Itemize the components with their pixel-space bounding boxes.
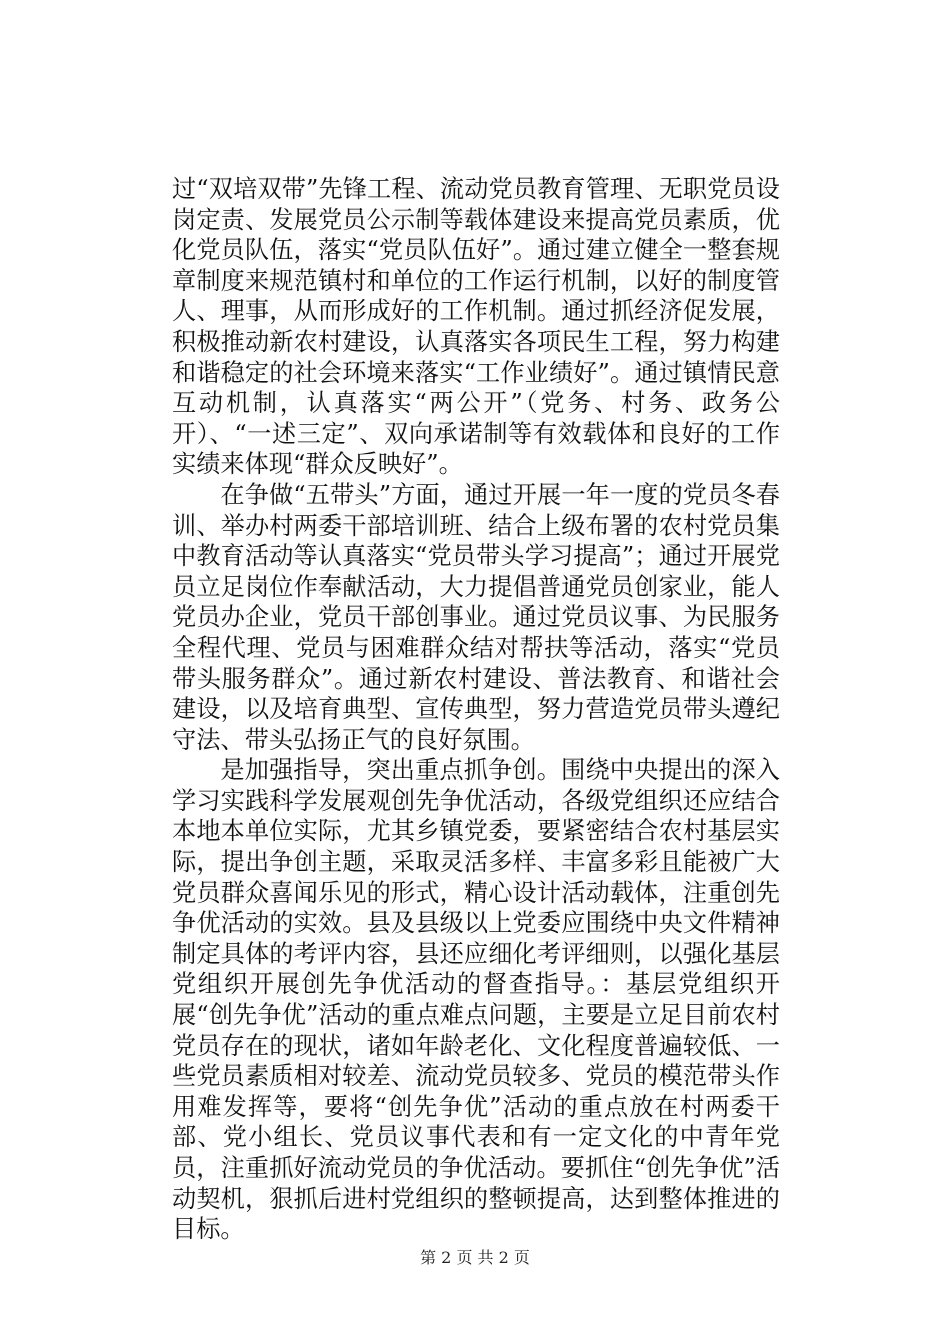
- paragraph-2: 在争做“五带头”方面，通过开展一年一度的党员冬春训、举办村两委干部培训班、结合上级布署的农村党员集中教育活动等认真落实“党员带头学习提高”；通过开展党员立足岗位作奉献活动，大力提倡普通党员创家业，能人党员办企业，党员干部创事业。通过党员议事、为民服务全程代理、党员与困难群众结对帮扶等活动，落实“党员带头服务群众”。通过新农村建设、普法教育、和谐社会建设，以及培育典型、宣传典型，努力营造党员带头遵纪守法、带头弘扬正气的良好氛围。: [172, 480, 780, 754]
- document-body: [172, 174, 780, 1245]
- page-footer: [0, 1248, 950, 1268]
- paragraph-3: 是加强指导，突出重点抓争创。围绕中央提出的深入学习实践科学发展观创先争优活动，各级党组织还应结合本地本单位实际，尤其乡镇党委，要紧密结合农村基层实际，提出争创主题，采取灵活多样、丰富多彩且能被广大党员群众喜闻乐见的形式，精心设计活动载体，注重创先争优活动的实效。县及县级以上党委应围绕中央文件精神制定具体的考评内容，县还应细化考评细则，以强化基层党组织开展创先争优活动的督查指导。：基层党组织开展“创先争优”活动的重点难点问题，主要是立足目前农村党员存在的现状，诸如年龄老化、文化程度普遍较低、一些党员素质相对较差、流动党员较多、党员的模范带头作用难发挥等，要将“创先争优”活动的重点放在村两委干部、党小组长、党员议事代表和有一定文化的中青年党员，注重抓好流动党员的争优活动。要抓住“创先争优”活动契机，狠抓后进村党组织的整顿提高，达到整体推进的目标。: [172, 756, 780, 1244]
- paragraph-1: 过“双培双带”先锋工程、流动党员教育管理、无职党员设岗定责、发展党员公示制等载体建设来提高党员素质，优化党员队伍，落实“党员队伍好”。通过建立健全一整套规章制度来规范镇村和单位的工作运行机制，以好的制度管人、理事，从而形成好的工作机制。通过抓经济促发展，积极推动新农村建设，认真落实各项民生工程，努力构建和谐稳定的社会环境来落实“工作业绩好”。通过镇情民意互动机制，认真落实“两公开”（党务、村务、政务公开）、“一述三定”、双向承诺制等有效载体和良好的工作实绩来体现“群众反映好”。: [172, 175, 780, 479]
- page-number-label: 第 2 页 共 2 页: [420, 1248, 530, 1267]
